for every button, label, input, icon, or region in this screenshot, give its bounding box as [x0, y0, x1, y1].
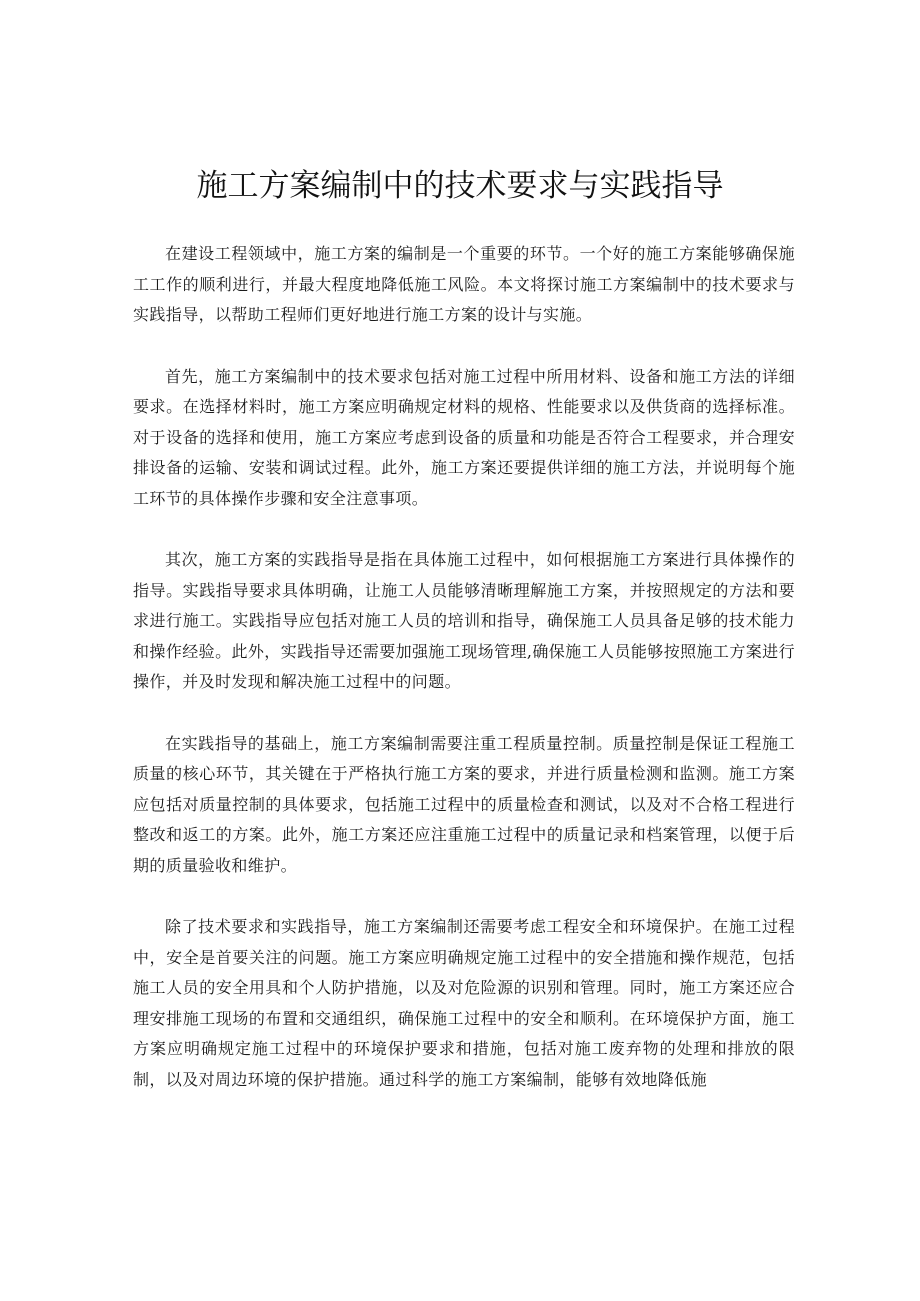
paragraph-4: 在实践指导的基础上，施工方案编制需要注重工程质量控制。质量控制是保证工程施工质量的核心环节，其关键在于严格执行施工方案的要求，并进行质量检测和监测。施工方案应包括对质量控制的具体要求，包括施工过程中的质量检查和测试，以及对不合格工程进行整改和返工的方案。此外，施工方案还应注重施工过程中的质量记录和档案管理，以便于后期的质量验收和维护。 [133, 733, 795, 875]
paragraph-3: 其次，施工方案的实践指导是指在具体施工过程中，如何根据施工方案进行具体操作的指导。实践指导要求具体明确，让施工人员能够清晰理解施工方案，并按照规定的方法和要求进行施工。实践指导应包括对施工人员的培训和指导，确保施工人员具备足够的技术能力和操作经验。此外，实践指导还需要加强施工现场管理,确保施工人员能够按照施工方案进行操作，并及时发现和解决施工过程中的问题。 [133, 550, 795, 691]
paragraph-5: 除了技术要求和实践指导，施工方案编制还需要考虑工程安全和环境保护。在施工过程中，安全是首要关注的问题。施工方案应明确规定施工过程中的安全措施和操作规范，包括施工人员的安全用具和个人防护措施，以及对危险源的识别和管理。同时，施工方案还应合理安排施工现场的布置和交通组织，确保施工过程中的安全和顺利。在环境保护方面，施工方案应明确规定施工过程中的环境保护要求和措施，包括对施工废弃物的处理和排放的限制，以及对周边环境的保护措施。通过科学的施工方案编制，能够有效地降低施 [133, 917, 795, 1089]
paragraph-1: 在建设工程领域中，施工方案的编制是一个重要的环节。一个好的施工方案能够确保施工工作的顺利进行，并最大程度地降低施工风险。本文将探讨施工方案编制中的技术要求与实践指导，以帮助工程师们更好地进行施工方案的设计与实施。 [133, 244, 795, 324]
paragraph-2: 首先，施工方案编制中的技术要求包括对施工过程中所用材料、设备和施工方法的详细要求。在选择材料时，施工方案应明确规定材料的规格、性能要求以及供货商的选择标准。对于设备的选择和使用，施工方案应考虑到设备的质量和功能是否符合工程要求，并合理安排设备的运输、安装和调试过程。此外，施工方案还要提供详细的施工方法，并说明每个施工环节的具体操作步骤和安全注意事项。 [133, 366, 795, 508]
document-body [133, 239, 795, 1126]
document-title: 施工方案编制中的技术要求与实践指导 [196, 168, 724, 204]
